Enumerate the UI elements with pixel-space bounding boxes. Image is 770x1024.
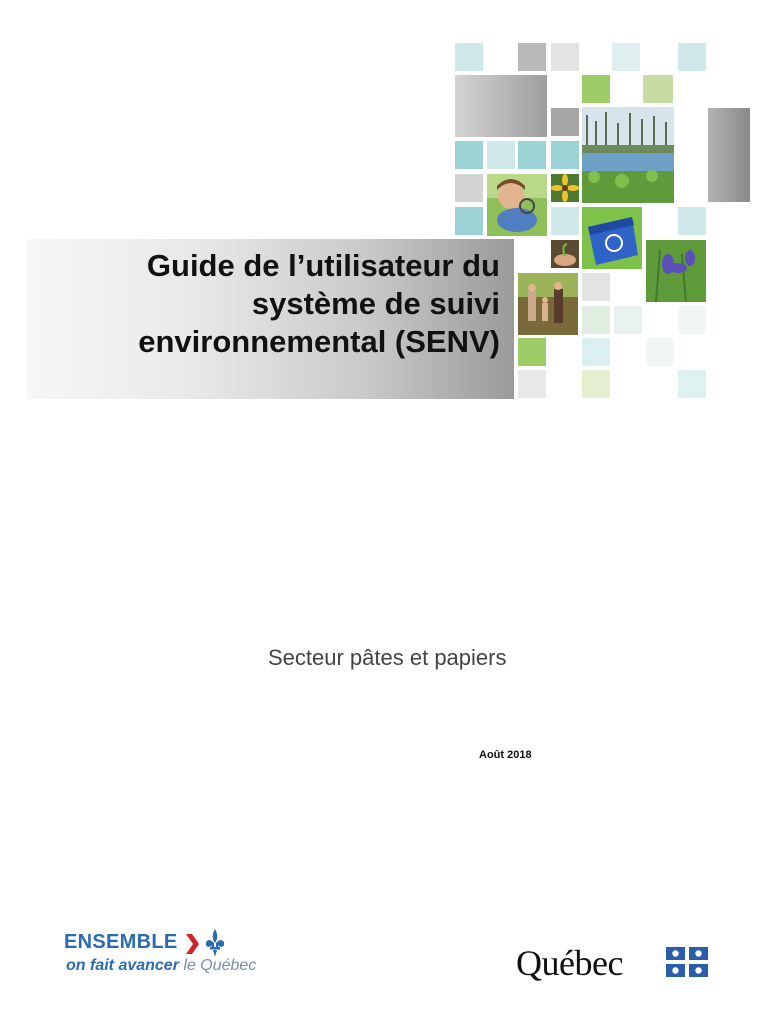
title-band bbox=[27, 239, 514, 399]
mosaic-tile bbox=[518, 370, 546, 398]
fleur-de-lis-icon bbox=[204, 928, 226, 958]
ensemble-tagline bbox=[66, 957, 256, 975]
mosaic-tile bbox=[518, 338, 546, 366]
quebec-logo bbox=[516, 942, 726, 988]
quebec-wordmark: Québec bbox=[516, 943, 623, 983]
mosaic-tile bbox=[518, 43, 546, 71]
family-forest-photo bbox=[518, 273, 578, 335]
mosaic-tile bbox=[678, 43, 706, 71]
flower-photo bbox=[551, 174, 579, 202]
mosaic-tile bbox=[643, 75, 673, 103]
mosaic-tile bbox=[678, 306, 706, 334]
mosaic-tile bbox=[582, 273, 610, 301]
lake-forest-photo bbox=[582, 107, 674, 203]
mosaic-tile bbox=[455, 141, 483, 169]
ensemble-tagline-bold: on fait avancer bbox=[66, 957, 179, 974]
mosaic-tile bbox=[646, 338, 674, 366]
mosaic-tile bbox=[708, 108, 750, 202]
mosaic-tile bbox=[678, 207, 706, 235]
document-date: Août 2018 bbox=[479, 749, 532, 761]
mosaic-tile bbox=[551, 108, 579, 136]
child-magnifier-photo bbox=[487, 174, 547, 236]
chevron-right-icon bbox=[184, 933, 200, 955]
mosaic-tile bbox=[582, 306, 610, 334]
mosaic-tile bbox=[455, 43, 483, 71]
ensemble-word: ENSEMBLE bbox=[64, 931, 178, 953]
mosaic-tile bbox=[582, 338, 610, 366]
mosaic-tile bbox=[551, 43, 579, 71]
seedling-hand-photo bbox=[551, 240, 579, 268]
mosaic-tile bbox=[582, 370, 610, 398]
document-title bbox=[40, 247, 500, 361]
document-title-line: Guide de l’utilisateur du bbox=[146, 248, 500, 283]
mosaic-tile bbox=[678, 370, 706, 398]
document-subtitle: Secteur pâtes et papiers bbox=[268, 645, 507, 670]
mosaic-tile bbox=[455, 207, 483, 235]
iris-flower-photo bbox=[646, 240, 706, 302]
mosaic-tile bbox=[582, 75, 610, 103]
mosaic-tile bbox=[455, 75, 547, 137]
ensemble-tagline-light: le Québec bbox=[183, 957, 257, 974]
mosaic-tile bbox=[612, 43, 640, 71]
mosaic-tile bbox=[455, 174, 483, 202]
mosaic-tile bbox=[551, 141, 579, 169]
mosaic-tile bbox=[518, 141, 546, 169]
mosaic-tile bbox=[551, 207, 579, 235]
recycling-bin-photo bbox=[582, 207, 642, 269]
document-title-line: environnemental (SENV) bbox=[138, 324, 500, 359]
document-title-line: système de suivi bbox=[251, 286, 500, 321]
ensemble-logo bbox=[64, 931, 304, 983]
mosaic-tile bbox=[614, 306, 642, 334]
mosaic-tile bbox=[487, 141, 515, 169]
quebec-flag-icon bbox=[666, 947, 708, 977]
